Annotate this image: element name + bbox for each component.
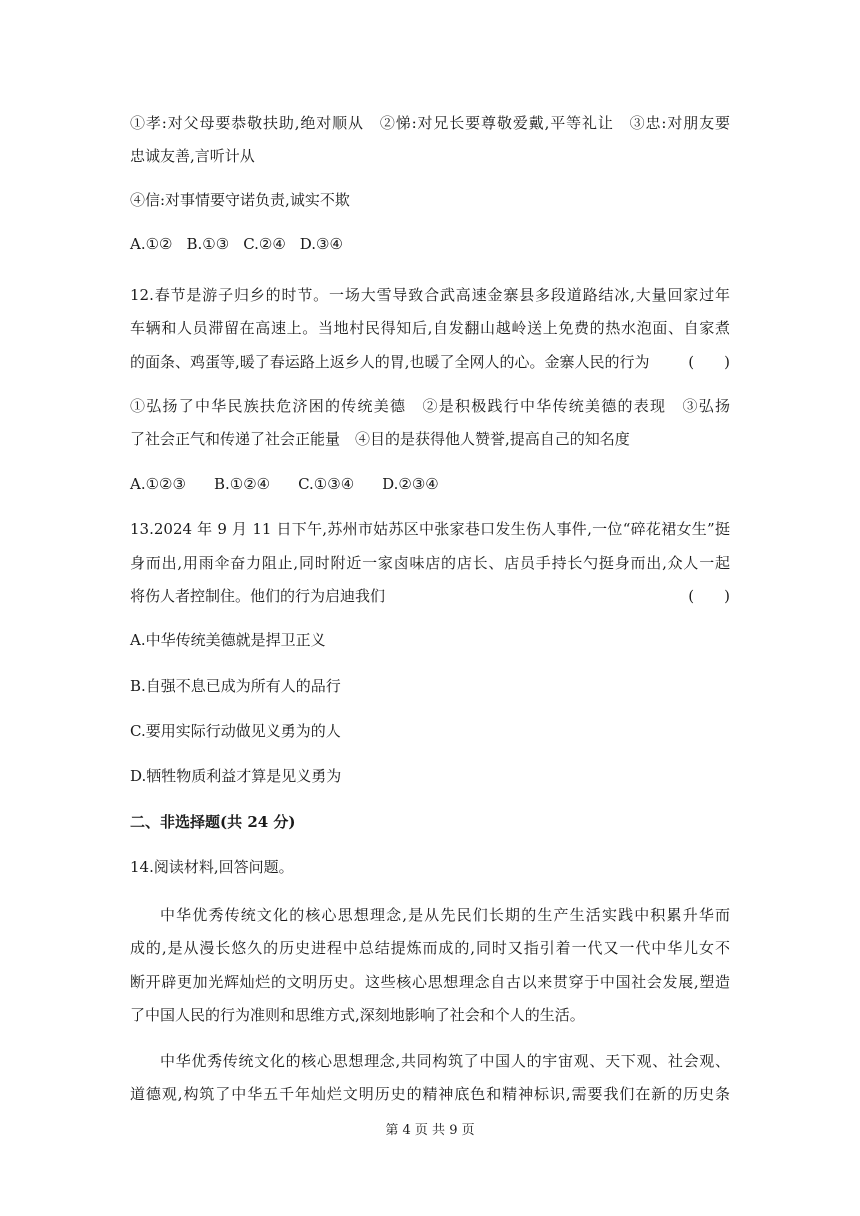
q13-option-a: A.中华传统美德就是捍卫正义: [130, 631, 326, 649]
q14-para1-line-2: 成的,是从漫长悠久的历史进程中总结提炼而成的,同时又指引着一代又一代中华儿女不: [130, 939, 730, 957]
q13-option-b: B.自强不息已成为所有人的品行: [130, 677, 341, 695]
q14-stem: 14.阅读材料,回答问题。: [130, 858, 294, 876]
q13-stem-line-3: 将伤人者控制住。他们的行为启迪我们: [130, 587, 386, 605]
q12-answer-b: B.①②④: [213, 475, 271, 493]
q14-para1-line-1: 中华优秀传统文化的核心思想理念,是从先民们长期的生产生活实践中积累升华而: [160, 906, 730, 924]
q14-para1-line-4: 了中国人民的行为准则和思维方式,深刻地影响了社会和个人的生活。: [130, 1006, 585, 1024]
q14-para1-line-3: 断开辟更加光辉灿烂的文明历史。这些核心思想理念自古以来贯穿于中国社会发展,塑造: [130, 973, 730, 991]
q13-option-d: D.牺牲物质利益才算是见义勇为: [130, 767, 342, 785]
q12-option-line-1: ①弘扬了中华民族扶危济困的传统美德 ②是积极践行中华传统美德的表现 ③弘扬: [130, 397, 730, 415]
q12-answers: [130, 474, 730, 494]
q11-answer-d: D.③④: [299, 235, 343, 253]
q12-option-line-2: 了社会正气和传递了社会正能量 ④目的是获得他人赞誉,提高自己的知名度: [130, 430, 630, 448]
q12-stem-line-3: 的面条、鸡蛋等,暖了春运路上返乡人的胃,也暖了全网人的心。金寨人民的行为: [130, 353, 650, 371]
q13-option-c: C.要用实际行动做见义勇为的人: [130, 722, 341, 740]
section-heading-non-choice: 二、非选择题(共 24 分): [130, 813, 296, 831]
q14-para2-line-2: 道德观,构筑了中华五千年灿烂文明历史的精神底色和精神标识,需要我们在新的历史条: [130, 1085, 730, 1103]
q12-stem-line-2: 车辆和人员滞留在高速上。当地村民得知后,自发翻山越岭送上免费的热水泡面、自家煮: [130, 319, 730, 337]
q12-answer-a: A.①②③: [130, 475, 186, 493]
q11-answer-b: B.①③: [186, 235, 230, 253]
q13-stem-line-2: 身而出,用雨伞奋力阻止,同时附近一家卤味店的店长、店员手持长勺挺身而出,众人一起: [130, 554, 730, 572]
q11-option-line-2: 忠诚友善,言听计从: [130, 147, 255, 165]
q11-answers: [130, 234, 730, 254]
q11-answer-c: C.②④: [243, 235, 286, 253]
page-number-footer: 第 4 页 共 9 页: [385, 1123, 475, 1138]
q12-answer-paren: ( ): [688, 353, 730, 371]
q12-stem-line-1: 12.春节是游子归乡的时节。一场大雪导致合武高速金寨县多段道路结冰,大量回家过年: [130, 286, 730, 304]
q11-answer-a: A.①②: [130, 235, 173, 253]
q11-option-line-3: ④信:对事情要守诺负责,诚实不欺: [130, 191, 350, 209]
q14-para2-line-1: 中华优秀传统文化的核心思想理念,共同构筑了中国人的宇宙观、天下观、社会观、: [160, 1052, 730, 1070]
q12-answer-d: D.②③④: [382, 475, 439, 493]
q13-answer-paren: ( ): [688, 587, 730, 605]
q11-option-line-1: ①孝:对父母要恭敬扶助,绝对顺从 ②悌:对兄长要尊敬爱戴,平等礼让 ③忠:对朋友要: [130, 114, 730, 132]
q12-answer-c: C.①③④: [298, 475, 355, 493]
q13-stem-line-1: 13.2024 年 9 月 11 日下午,苏州市姑苏区中张家巷口发生伤人事件,一位“碎花裙女生”挺: [130, 520, 730, 538]
